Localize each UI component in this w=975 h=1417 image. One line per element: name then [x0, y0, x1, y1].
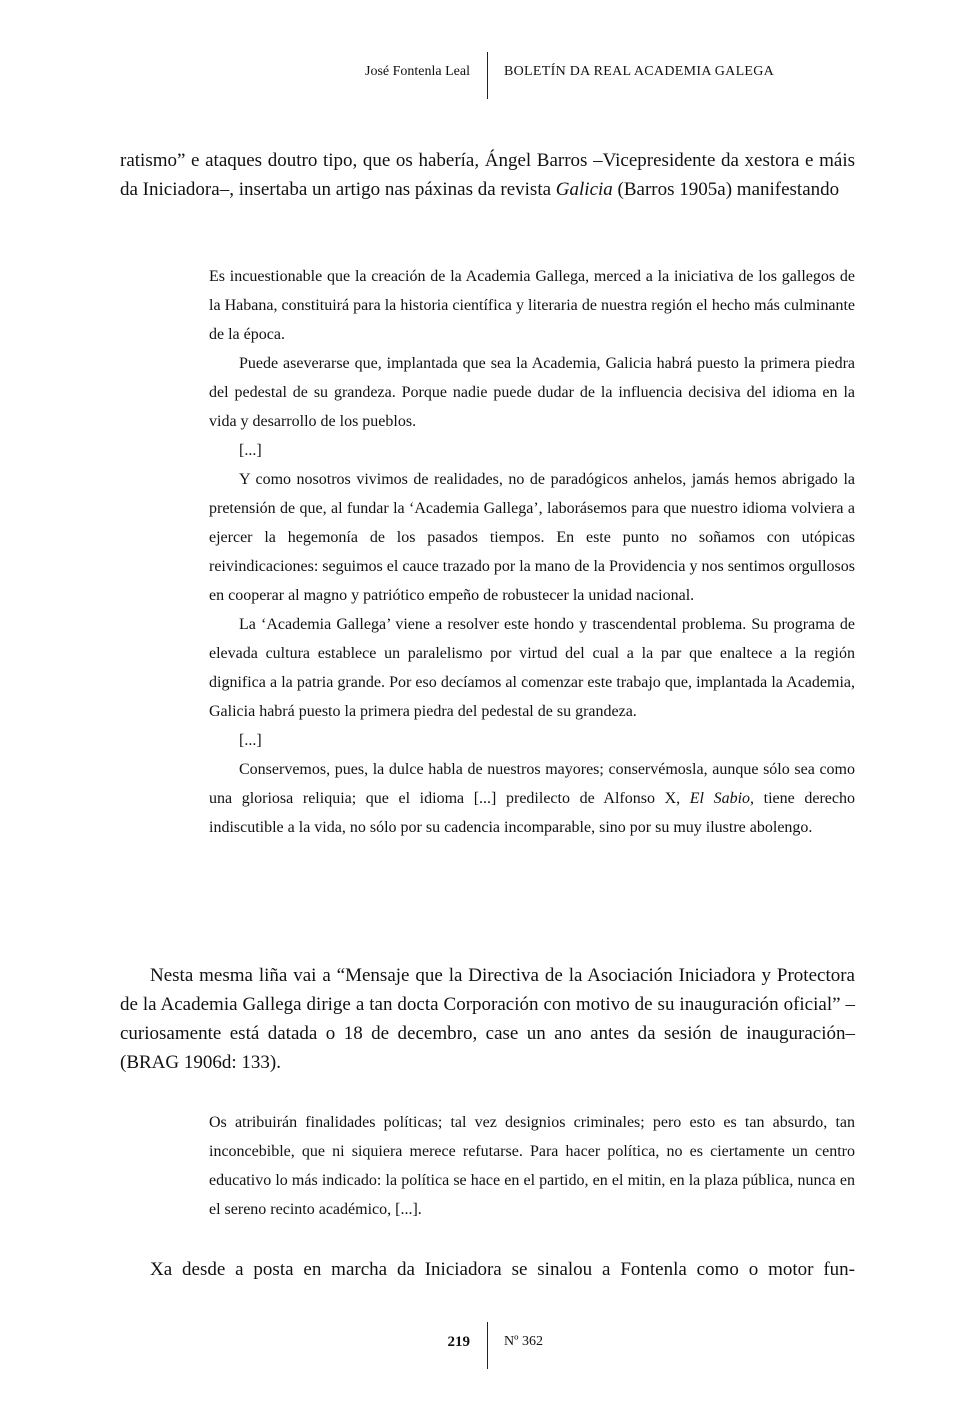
- text: Conservemos, pues, la dulce habla de nuestros mayores; conservémosla, aunque sólo sea como una gloriosa reliquia; que el idioma [...] predilecto de Alfonso X,: [209, 761, 855, 807]
- paragraph-2: [120, 961, 855, 1077]
- ellipsis: [...]: [239, 442, 262, 459]
- quote-paragraph: Os atribuirán finalidades políticas; tal vez designios criminales; pero esto es tan absurdo, tan inconcebible, que ni siquiera merece refutarse. Para hacer política, no es ciertamente un centro educativo lo más indicado: la política se hace en el partido, en el mitin, en la plaza pública, nunca en el sereno recinto académico, [...].: [209, 1114, 855, 1218]
- italic-text: Galicia: [555, 179, 613, 200]
- page-number: 219: [447, 1334, 470, 1350]
- text: ratismo” e ataques doutro tipo, que os habería, Ángel Barros –Vicepresidente da xestora e máis da Iniciadora–, insertaba un artigo nas páxinas da revista: [120, 150, 855, 200]
- quote-paragraph: Es incuestionable que la creación de la Academia Gallega, merced a la iniciativa de los gallegos de la Habana, constituirá para la historia científica y literaria de nuestra región el hecho más culminante de la época.: [209, 268, 855, 343]
- quote-paragraph: [209, 755, 855, 842]
- text: Nesta mesma liña vai a “Mensaje que la Directiva de la Asociación Iniciadora y Protectora de la Academia Gallega dirige a tan docta Corporación con motivo de su inauguración oficial” –curiosamente está datada o 18 de decembro, case un ano antes da sesión de inauguración– (BRAG 1906d: 133).: [120, 965, 855, 1073]
- ellipsis: [...]: [239, 732, 262, 749]
- quote-paragraph: Y como nosotros vivimos de realidades, no de paradógicos anhelos, jamás hemos abrigado la pretensión de que, al fundar la ‘Academia Gallega’, laborásemos para que nuestro idioma volviera a ejercer la hegemonía de los pasados tiempos. En este punto no soñamos con utópicas reivindicaciones: seguimos el cauce trazado por la mano de la Providencia y nos sentimos orgullosos en cooperar al magno y patriótico empeño de robustecer la unidad nacional.: [209, 471, 855, 604]
- header-author: José Fontenla Leal: [365, 64, 470, 79]
- footer-divider: [487, 1322, 488, 1369]
- italic-text: El Sabio: [689, 790, 751, 807]
- quote-paragraph: La ‘Academia Gallega’ viene a resolver este hondo y trascendental problema. Su programa de elevada cultura establece un paralelismo por virtud del cual a la par que enaltece a la región dignifica a la patria grande. Por eso decíamos al comenzar este trabajo que, implantada la Academia, Galicia habrá puesto la primera piedra del pedestal de su grandeza.: [209, 616, 855, 720]
- header-divider: [487, 52, 488, 99]
- text: (Barros 1905a) manifestando: [612, 179, 840, 200]
- header-journal: BOLETÍN DA REAL ACADEMIA GALEGA: [504, 64, 775, 79]
- text: Xa desde a posta en marcha da Iniciadora se sinalou a Fontenla como o motor fun-: [150, 1259, 855, 1280]
- paragraph-1: [120, 146, 855, 204]
- paragraph-3: [120, 1255, 855, 1284]
- block-quote-1: [209, 262, 855, 842]
- page-footer: [0, 1322, 975, 1370]
- quote-paragraph: Puede aseverarse que, implantada que sea la Academia, Galicia habrá puesto la primera piedra del pedestal de su grandeza. Porque nadie puede dudar de la influencia decisiva del idioma en la vida y desarrollo de los pueblos.: [209, 355, 855, 430]
- running-header: [0, 52, 975, 100]
- text: , tiene derecho indiscutible a la vida, no sólo por su cadencia incomparable, sino por su muy ilustre abolengo.: [209, 790, 856, 836]
- issue-number: Nº 362: [504, 1334, 543, 1349]
- block-quote-2: [209, 1108, 855, 1224]
